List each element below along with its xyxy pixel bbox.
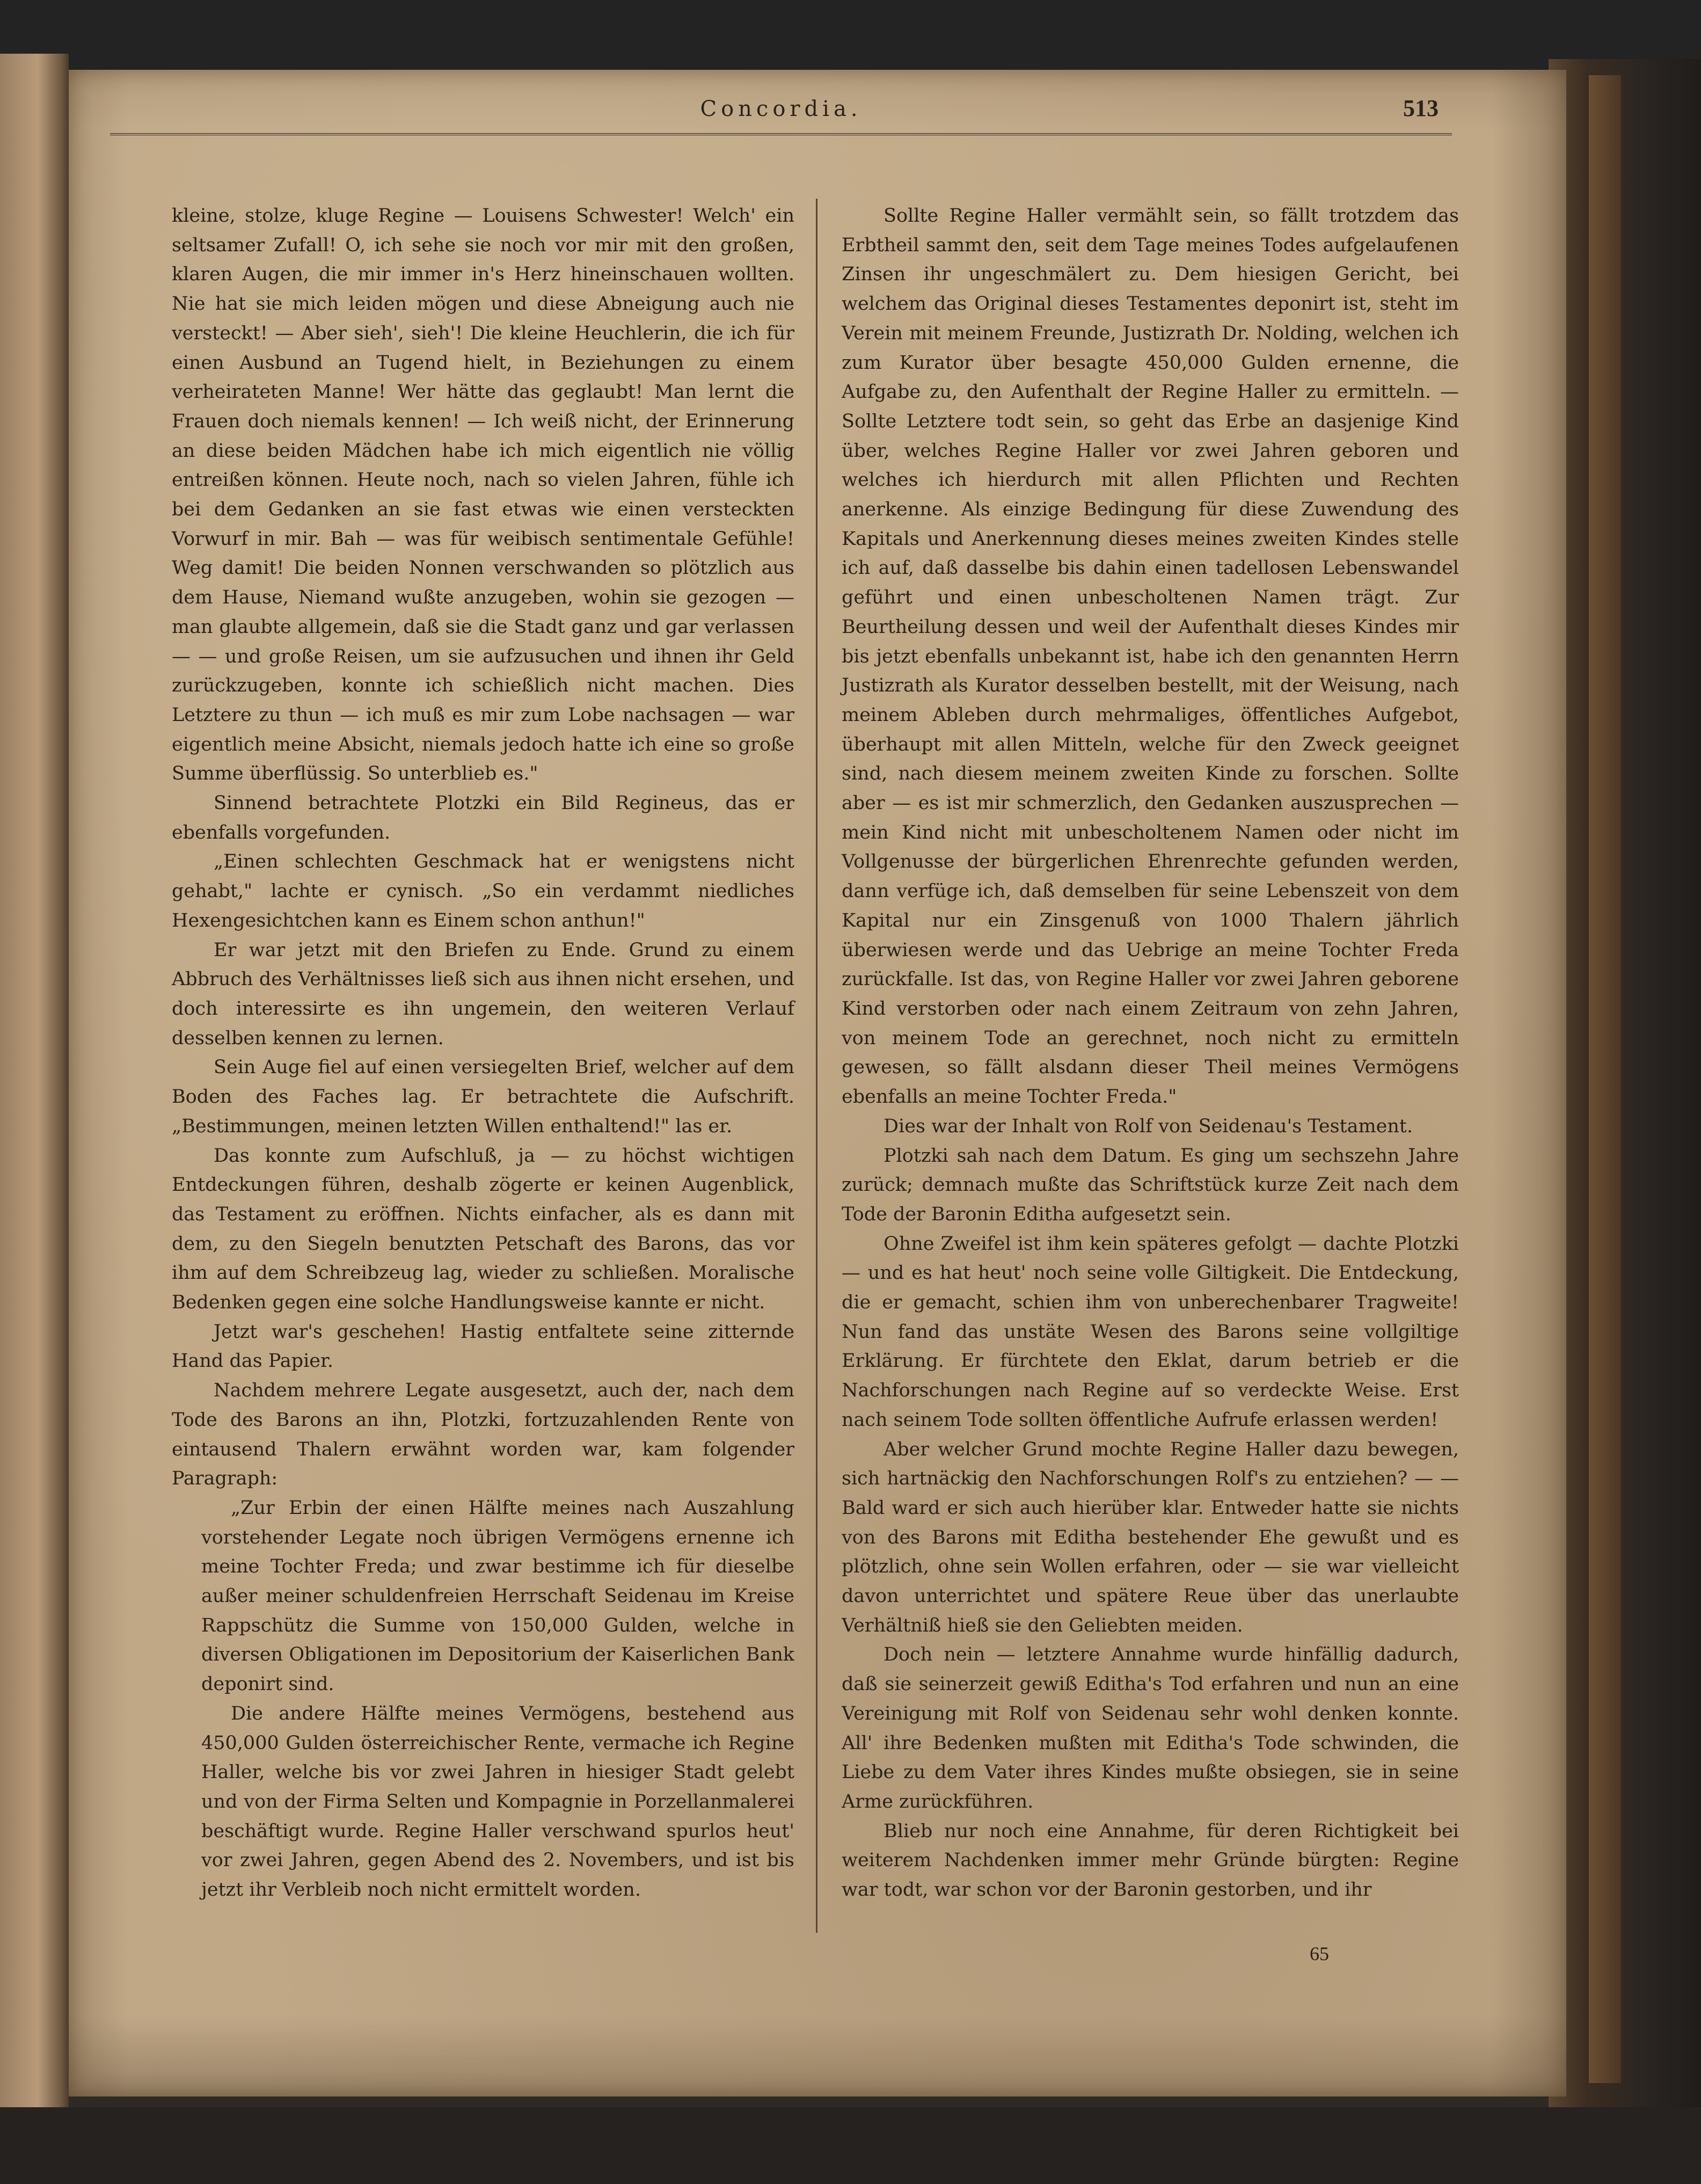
header-rule (110, 133, 1452, 135)
paragraph: Das konnte zum Aufschluß, ja — zu höchst wichtigen Entdeckungen führen, deshalb zögerte er keinen Augenblick, das Testament zu eröffnen. Nichts einfacher, als es dann mit dem, zu den Siegeln benutzten Petschaft des Barons, das vor ihm auf dem Schreibzeug lag, wieder zu schließen. Moralische Bedenken gegen eine solche Handlungsweise kannte er nicht. (172, 1145, 794, 1314)
paragraph: Er war jetzt mit den Briefen zu Ende. Grund zu einem Abbruch des Verhältnisses ließ sich aus ihnen nicht ersehen, und doch interessirte es ihn ungemein, den weiteren Verlauf desselben kennen zu lernen. (172, 939, 794, 1049)
right-page-edge (1549, 59, 1701, 2126)
printer-signature: 65 (1310, 1943, 1329, 1964)
paragraph: Sinnend betrachtete Plotzki ein Bild Regineus, das er ebenfalls vorgefunden. (172, 792, 794, 843)
paragraph: Sollte Regine Haller vermählt sein, so fällt trotzdem das Erbtheil sammt den, seit dem Tage meines Todes aufgelaufenen Zinsen ihr ungeschmälert zu. Dem hiesigen Gericht, bei welchem das Original dieses Testamentes deponirt ist, steht im Verein mit meinem Freunde, Justizrath Dr. Nolding, welchen ich zum Kurator über besagte 450,000 Gulden ernenne, die Aufgabe zu, den Aufenthalt der Regine Haller zu ermitteln. — Sollte Letztere todt sein, so geht das Erbe an dasjenige Kind über, welches Regine Haller vor zwei Jahren geboren und welches ich hierdurch mit allen Pflichten und Rechten anerkenne. Als einzige Bedingung für diese Zuwendung des Kapitals und Anerkennung dieses meines zweiten Kindes stelle ich auf, daß dasselbe bis dahin einen tadellosen Lebenswandel geführt und einen unbescholtenen Namen trägt. Zur Beurtheilung dessen und weil der Aufenthalt dieses Kindes mir bis jetzt ebenfalls unbekannt ist, habe ich den genannten Herrn Justizrath als Kurator desselben bestellt, mit der Weisung, nach meinem Ableben durch mehrmaliges, öffentliches Aufgebot, überhaupt mit allen Mitteln, welche für den Zweck geeignet sind, nach diesem meinem zweiten Kinde zu forschen. Sollte aber — es ist mir schmerzlich, den Gedanken auszusprechen — mein Kind nicht mit unbescholtenem Namen oder nicht im Vollgenusse der bürgerlichen Ehrenrechte gefunden werden, dann verfüge ich, daß demselben für seine Lebenszeit von dem Kapital nur ein Zinsgenuß von 1000 Thalern jährlich überwiesen werde und das Uebrige an meine Tochter Freda zurückfalle. Ist das, von Regine Haller vor zwei Jahren geborene Kind verstorben oder nach einem Zeitraum von zehn Jahren, von meinem Tode an gerechnet, noch nicht zu ermitteln gewesen, so fällt alsdann dieser Theil meines Vermögens ebenfalls an meine Tochter Freda." (842, 205, 1459, 1108)
left-page-edge (0, 54, 69, 2121)
paragraph: Aber welcher Grund mochte Regine Haller dazu bewegen, sich hartnäckig den Nachforschungen Rolf's zu entziehen? — — Bald ward er sich auch hierüber klar. Entweder hatte sie nichts von des Barons mit Editha bestehender Ehe gewußt und es plötzlich, ohne sein Wollen erfahren, oder — sie war vielleicht davon unterrichtet und spätere Reue über das unerlaubte Verhältniß hieß sie den Geliebten meiden. (842, 1438, 1459, 1636)
paragraph: Jetzt war's geschehen! Hastig entfaltete seine zitternde Hand das Papier. (172, 1321, 794, 1372)
right-column (842, 201, 1459, 1905)
paragraph: Nachdem mehrere Legate ausgesetzt, auch der, nach dem Tode des Barons an ihn, Plotzki, fortzuzahlenden Rente von eintausend Thalern erwähnt worden war, kam folgender Paragraph: (172, 1380, 794, 1490)
testament-quote-paragraph: „Zur Erbin der einen Hälfte meines nach Auszahlung vorstehender Legate noch übrigen Vermögens ernenne ich meine Tochter Freda; und zwar bestimme ich für dieselbe außer meiner schuldenfreien Herrschaft Seidenau im Kreise Rappschütz die Summe von 150,000 Gulden, welche in diversen Obligationen im Depositorium der Kaiserlichen Bank deponirt sind. (201, 1497, 794, 1695)
running-title: Concordia. (700, 97, 862, 121)
book-binding (1589, 75, 1621, 2083)
testament-quote-paragraph: Die andere Hälfte meines Vermögens, bestehend aus 450,000 Gulden österreichischer Rente, vermache ich Regine Haller, welche bis vor zwei Jahren in hiesiger Stadt gelebt und von der Firma Selten und Kompagnie in Porzellanmalerei beschäftigt wurde. Regine Haller verschwand spurlos heut' vor zwei Jahren, gegen Abend des 2. Novembers, und ist bis jetzt ihr Verbleib noch nicht ermittelt worden. (201, 1702, 794, 1901)
paragraph: Dies war der Inhalt von Rolf von Seidenau's Testament. (884, 1115, 1413, 1137)
paragraph: Ohne Zweifel ist ihm kein späteres gefolgt — dachte Plotzki — und es hat heut' noch seine volle Giltigkeit. Die Entdeckung, die er gemacht, schien ihm von unberechenbarer Tragweite! Nun fand das unstäte Wesen des Barons seine vollgiltige Erklärung. Er fürchtete den Eklat, darum betrieb er die Nachforschungen nach Regine auf so verdeckte Weise. Erst nach seinem Tode sollten öffentliche Aufrufe erlassen werden! (842, 1233, 1459, 1431)
page-number: 513 (1403, 95, 1439, 121)
paragraph: „Einen schlechten Geschmack hat er wenigstens nicht gehabt," lachte er cynisch. „So ein verdammt niedliches Hexengesichtchen kann es Einem schon anthun!" (172, 851, 794, 931)
paragraph: Plotzki sah nach dem Datum. Es ging um sechszehn Jahre zurück; demnach mußte das Schriftstück kurze Zeit nach dem Tode der Baronin Editha aufgesetzt sein. (842, 1145, 1459, 1225)
paragraph: Doch nein — letztere Annahme wurde hinfällig dadurch, daß sie seinerzeit gewiß Editha's Tod erfahren und nun an eine Vereinigung mit Rolf von Seidenau sehr wohl denken konnte. All' ihre Bedenken mußten mit Editha's Tode schwinden, die Liebe zu dem Vater ihres Kindes mußte obsiegen, sie in seine Arme zurückführen. (842, 1644, 1459, 1812)
running-head (107, 91, 1439, 129)
left-column (172, 201, 794, 1905)
scan-background-top (0, 0, 1701, 72)
scan-background-bottom (0, 2107, 1701, 2184)
paragraph: Blieb nur noch eine Annahme, für deren Richtigkeit bei weiterem Nachdenken immer mehr Gründe bürgten: Regine war todt, war schon vor der Baronin gestorben, und ihr (842, 1820, 1459, 1901)
paragraph: kleine, stolze, kluge Regine — Louisens Schwester! Welch' ein seltsamer Zufall! O, ich sehe sie noch vor mir mit den großen, klaren Augen, die mir immer in's Herz hineinschauen wollten. Nie hat sie mich leiden mögen und diese Abneigung auch nie versteckt! — Aber sieh', sieh'! Die kleine Heuchlerin, die ich für einen Ausbund an Tugend hielt, in Beziehungen zu einem verheirateten Manne! Wer hätte das geglaubt! Man lernt die Frauen doch niemals kennen! — Ich weiß nicht, der Erinnerung an diese beiden Mädchen habe ich mich eigentlich nie völlig entreißen können. Heute noch, nach so vielen Jahren, fühle ich bei dem Gedanken an sie fast etwas wie einen versteckten Vorwurf in mir. Bah — was für weibisch sentimentale Gefühle! Weg damit! Die beiden Nonnen verschwanden so plötzlich aus dem Hause, Niemand wußte anzugeben, wohin sie gezogen — man glaubte allgemein, daß sie die Stadt ganz und gar verlassen — — und große Reisen, um sie aufzusuchen und ihnen ihr Geld zurückzugeben, konnte ich schießlich nicht machen. Dies Letztere zu thun — ich muß es mir zum Lobe nachsagen — war eigentlich meine Absicht, niemals jedoch hatte ich eine so große Summe überflüssig. So unterblieb es." (172, 205, 794, 785)
column-divider (816, 199, 817, 1933)
paragraph: Sein Auge fiel auf einen versiegelten Brief, welcher auf dem Boden des Faches lag. Er betrachtete die Aufschrift. „Bestimmungen, meinen letzten Willen enthaltend!" las er. (172, 1057, 794, 1137)
